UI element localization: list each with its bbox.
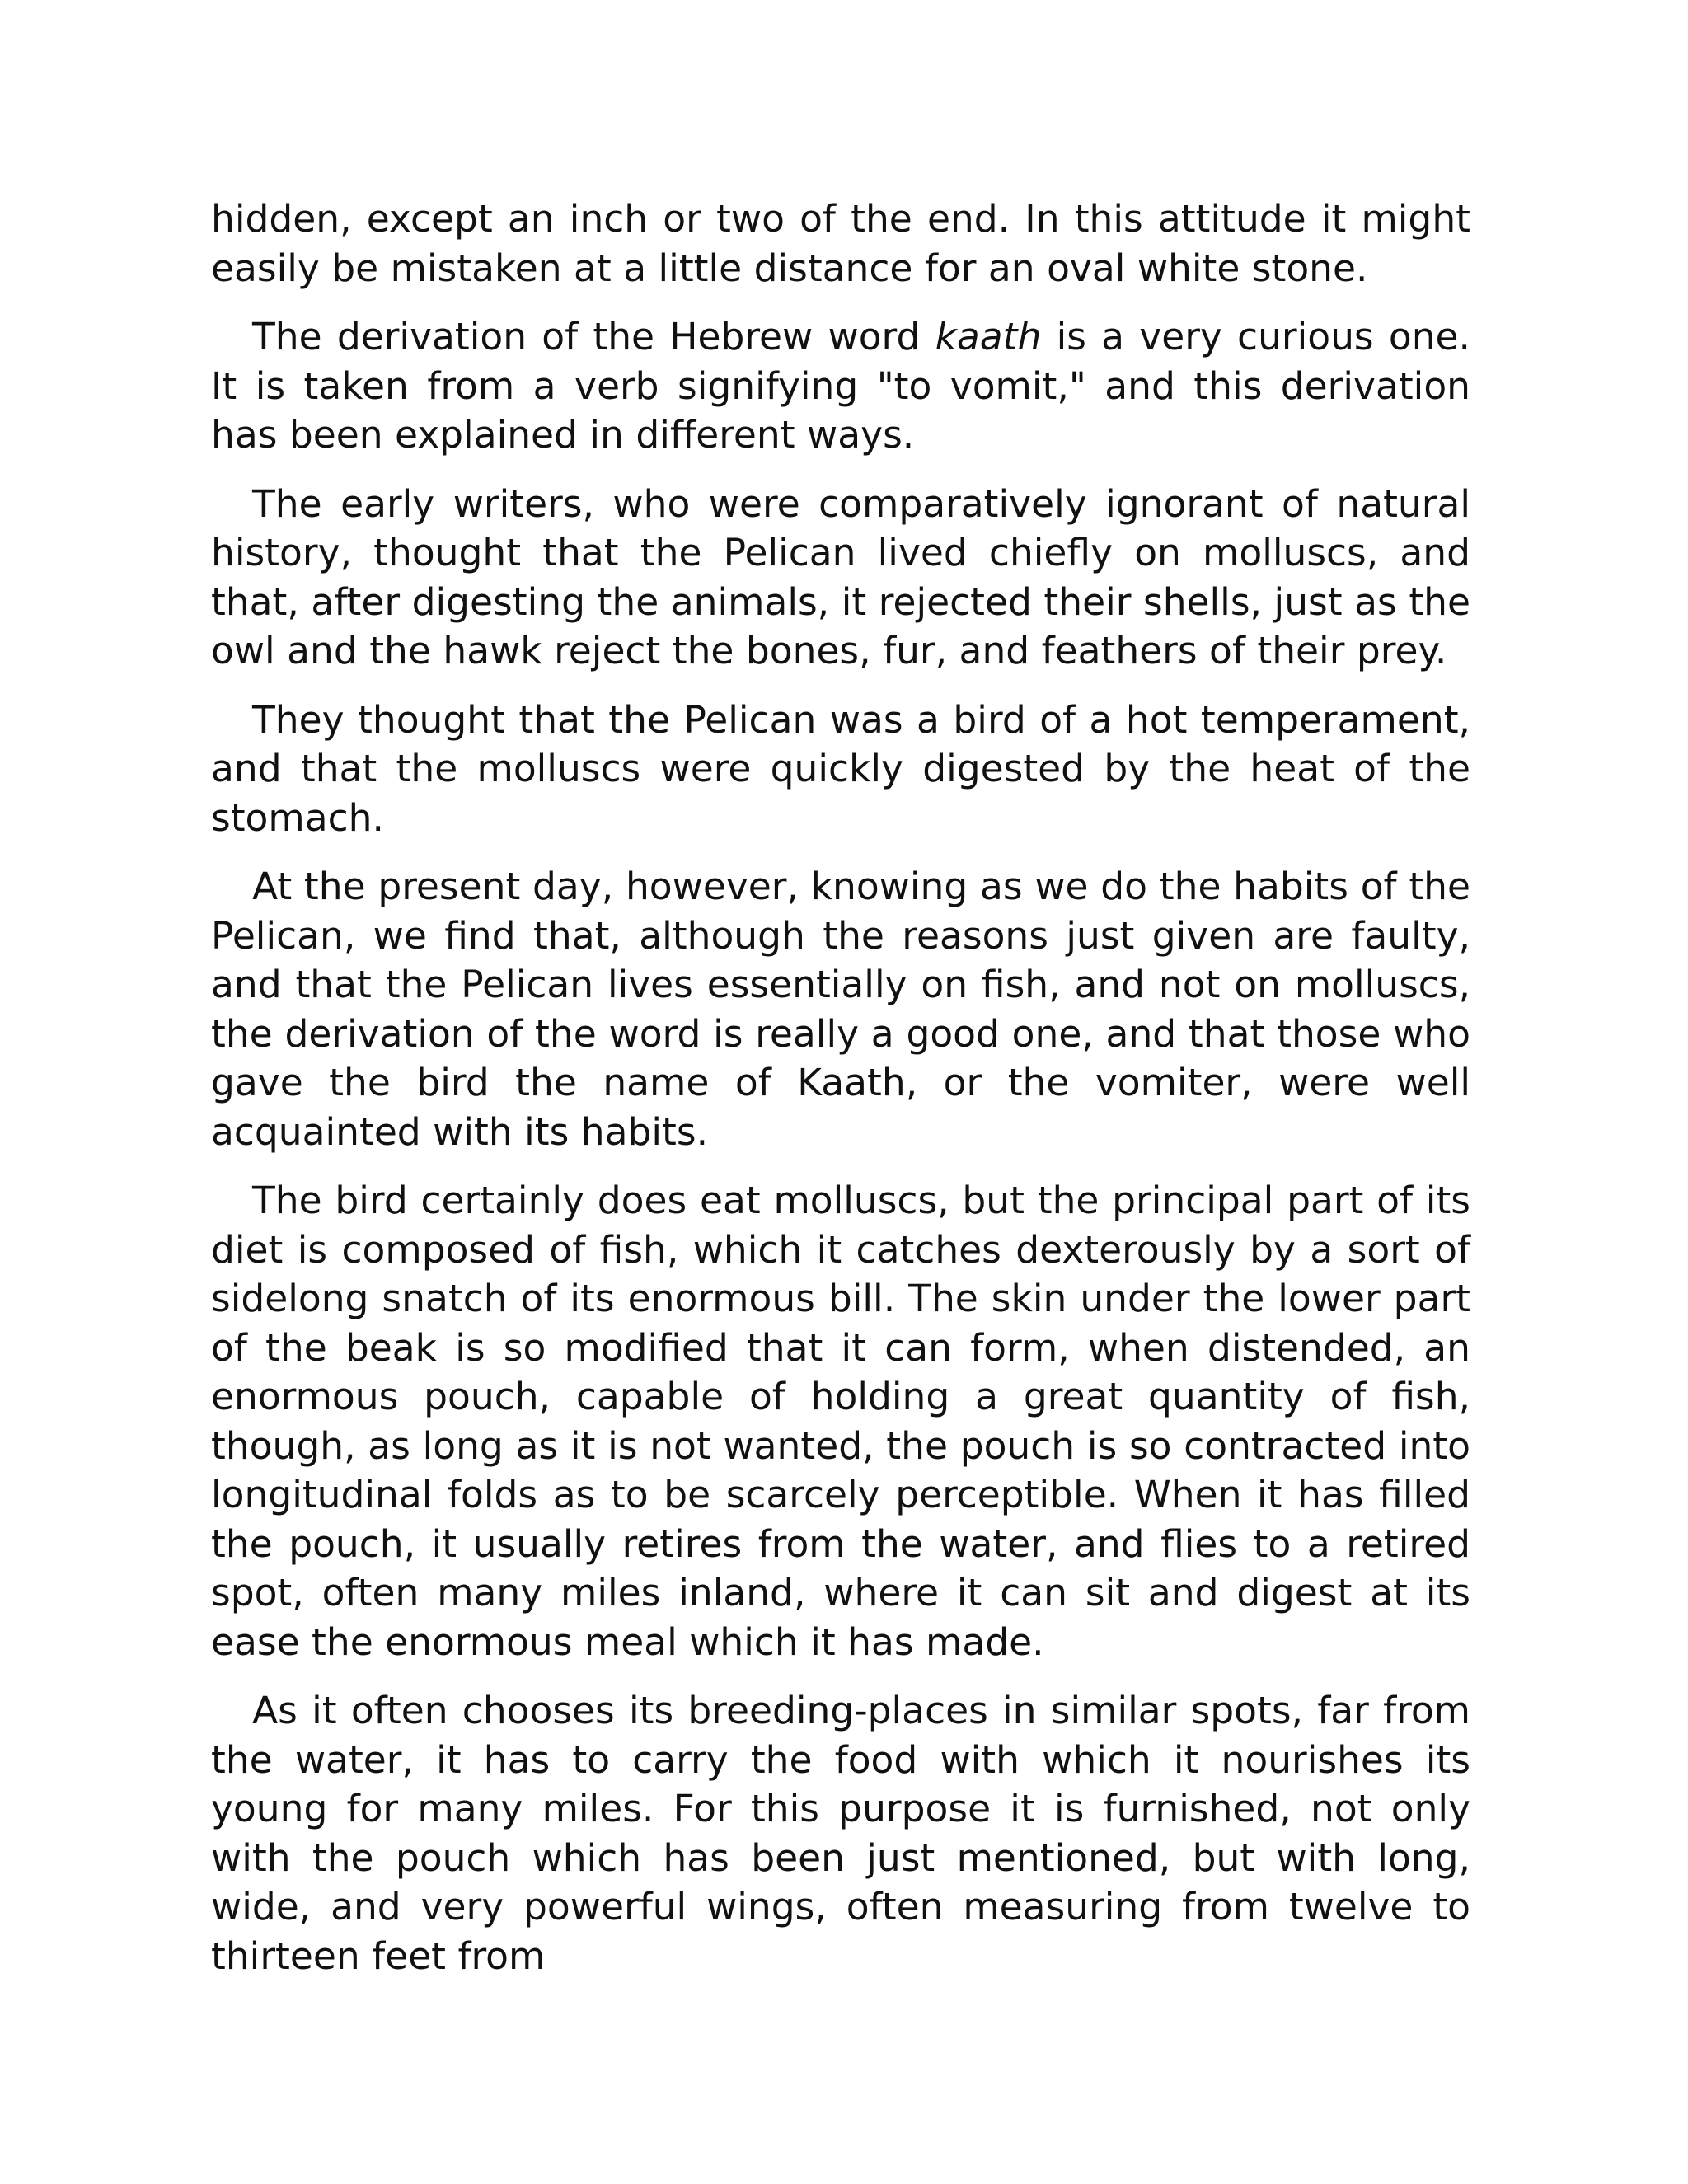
hebrew-word-italic: kaath [935,315,1042,359]
paragraph-2-text-before: The derivation of the Hebrew word [252,315,935,359]
paragraph-1: hidden, except an inch or two of the end. In this attitude it might easily be mistaken at a little distance for an oval white stone. [211,197,1470,290]
paragraph-2 [211,312,1470,460]
paragraph-6: The bird certainly does eat molluscs, but the principal part of its diet is composed of fish, which it catches dexterously by a sort of sidelong snatch of its enormous bill. The skin under the lower part of the beak is so modified that it can form, when distended, an enormous pouch, capable of holding a great quantity of fish, though, as long as it is not wanted, the pouch is so contracted into longitudinal folds as to be scarcely perceptible. When it has filled the pouch, it usually retires from the water, and flies to a retired spot, often many miles inland, where it can sit and digest at its ease the enormous meal which it has made. [211,1179,1470,1664]
paragraph-4: They thought that the Pelican was a bird of a hot temperament, and that the molluscs were quickly digested by the heat of the stomach. [211,697,1470,840]
paragraph-7: As it often chooses its breeding-places in similar spots, far from the water, it has to carry the food with which it nourishes its young for many miles. For this purpose it is furnished, not only with the pouch which has been just mentioned, but with long, wide, and very powerful wings, often measuring from twelve to thirteen feet from [211,1689,1470,1978]
paragraph-3: The early writers, who were comparatively ignorant of natural history, thought that the Pelican lived chiefly on molluscs, and that, after digesting the animals, it rejected their shells, just as the owl and the hawk reject the bones, fur, and feathers of their prey. [211,481,1470,673]
paragraph-2-text-after: is a very curious one. It is taken from a verb signifying "to vomit," and this derivation has been explained in different ways. [211,315,1470,457]
paragraph-5: At the present day, however, knowing as we do the habits of the Pelican, we find that, although the reasons just given are faulty, and that the Pelican lives essentially on fish, and not on molluscs, the derivation of the word is really a good one, and that those who gave the bird the name of Kaath, or the vomiter, were well acquainted with its habits. [211,865,1470,1154]
page-body [211,194,1470,2000]
